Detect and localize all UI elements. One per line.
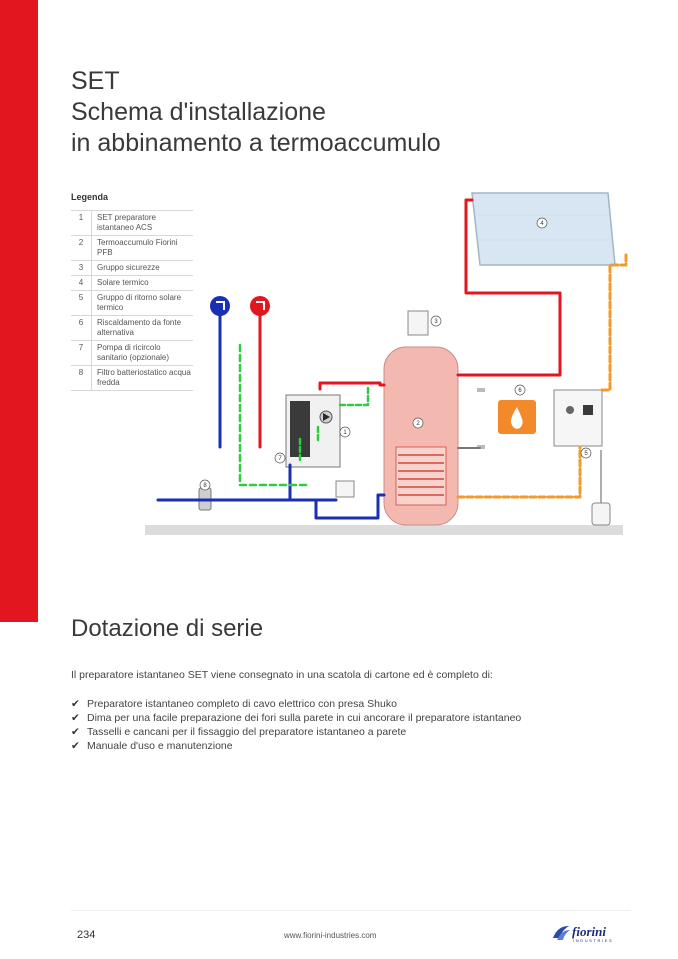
check-icon: ✔ xyxy=(71,740,80,752)
diagram-label-3: 3 xyxy=(434,319,438,325)
title-line-2: Schema d'installazione xyxy=(71,98,326,126)
diagram-label-2: 2 xyxy=(416,421,420,427)
legend-text: Pompa di ricircolo sanitario (opzionale) xyxy=(92,341,194,366)
legend-heading: Legenda xyxy=(71,192,109,202)
flame-icon xyxy=(498,400,536,434)
cold-tap-icon xyxy=(210,296,230,316)
legend-text: Riscaldamento da fonte alternativa xyxy=(92,316,194,341)
diagram-label-4: 4 xyxy=(540,221,544,227)
solar-return-group xyxy=(554,390,602,446)
list-item xyxy=(71,697,521,711)
set-unit xyxy=(286,395,340,467)
list-item-text: Dima per una facile preparazione dei fori sulla parete in cui ancorare il preparatore istantaneo xyxy=(87,712,522,724)
diagram-label-7: 7 xyxy=(278,456,282,462)
check-icon: ✔ xyxy=(71,726,80,738)
legend-number: 2 xyxy=(71,236,92,261)
legend-number: 3 xyxy=(71,261,92,276)
page-title xyxy=(71,66,441,159)
legend-text: Solare termico xyxy=(92,276,194,291)
equipment-list xyxy=(71,697,521,753)
installation-diagram xyxy=(140,185,640,545)
footer-divider xyxy=(71,910,631,911)
diagram-label-8: 8 xyxy=(203,483,207,489)
hot-tap-icon xyxy=(250,296,270,316)
list-item xyxy=(71,739,521,753)
legend-number: 5 xyxy=(71,291,92,316)
legend-text: Gruppo sicurezze xyxy=(92,261,194,276)
diagram-label-5: 5 xyxy=(584,451,588,457)
check-icon: ✔ xyxy=(71,712,80,724)
title-line-3: in abbinamento a termoaccumulo xyxy=(71,129,441,157)
list-item-text: Tasselli e cancani per il fissaggio del preparatore istantaneo a parete xyxy=(87,726,407,738)
section-title: Dotazione di serie xyxy=(71,615,264,642)
legend-text: SET preparatore istantaneo ACS xyxy=(92,211,194,236)
legend-text: Gruppo di ritorno solare termico xyxy=(92,291,194,316)
accent-bar xyxy=(0,0,38,622)
legend-number: 6 xyxy=(71,316,92,341)
title-line-1: SET xyxy=(71,67,120,95)
storage-tank xyxy=(384,347,458,525)
diagram-label-6: 6 xyxy=(518,388,522,394)
legend-text: Termoaccumulo Fiorini PFB xyxy=(92,236,194,261)
check-icon: ✔ xyxy=(71,698,80,710)
expansion-vessel xyxy=(592,450,610,525)
website-link[interactable]: www.fiorini-industries.com xyxy=(284,931,377,940)
list-item xyxy=(71,725,521,739)
legend-number: 7 xyxy=(71,341,92,366)
floor xyxy=(145,525,623,535)
list-item-text: Manuale d'uso e manutenzione xyxy=(87,740,233,752)
safety-valve xyxy=(336,481,354,497)
legend-number: 1 xyxy=(71,211,92,236)
legend-text: Filtro batteriostatico acqua fredda xyxy=(92,366,194,391)
logo-text: fiorini xyxy=(572,924,606,939)
legend-number: 8 xyxy=(71,366,92,391)
legend-number: 4 xyxy=(71,276,92,291)
diagram-label-1: 1 xyxy=(343,430,347,436)
page-number: 234 xyxy=(77,929,96,941)
heat-arrows xyxy=(477,390,485,447)
fiorini-logo xyxy=(551,922,631,944)
safety-group xyxy=(408,311,428,335)
list-item xyxy=(71,711,521,725)
list-item-text: Preparatore istantaneo completo di cavo elettrico con presa Shuko xyxy=(87,698,397,710)
solar-panel xyxy=(472,193,615,265)
logo-subtext: INDUSTRIES xyxy=(573,938,614,943)
section-intro: Il preparatore istantaneo SET viene consegnato in una scatola di cartone ed è completo di: xyxy=(71,669,493,681)
